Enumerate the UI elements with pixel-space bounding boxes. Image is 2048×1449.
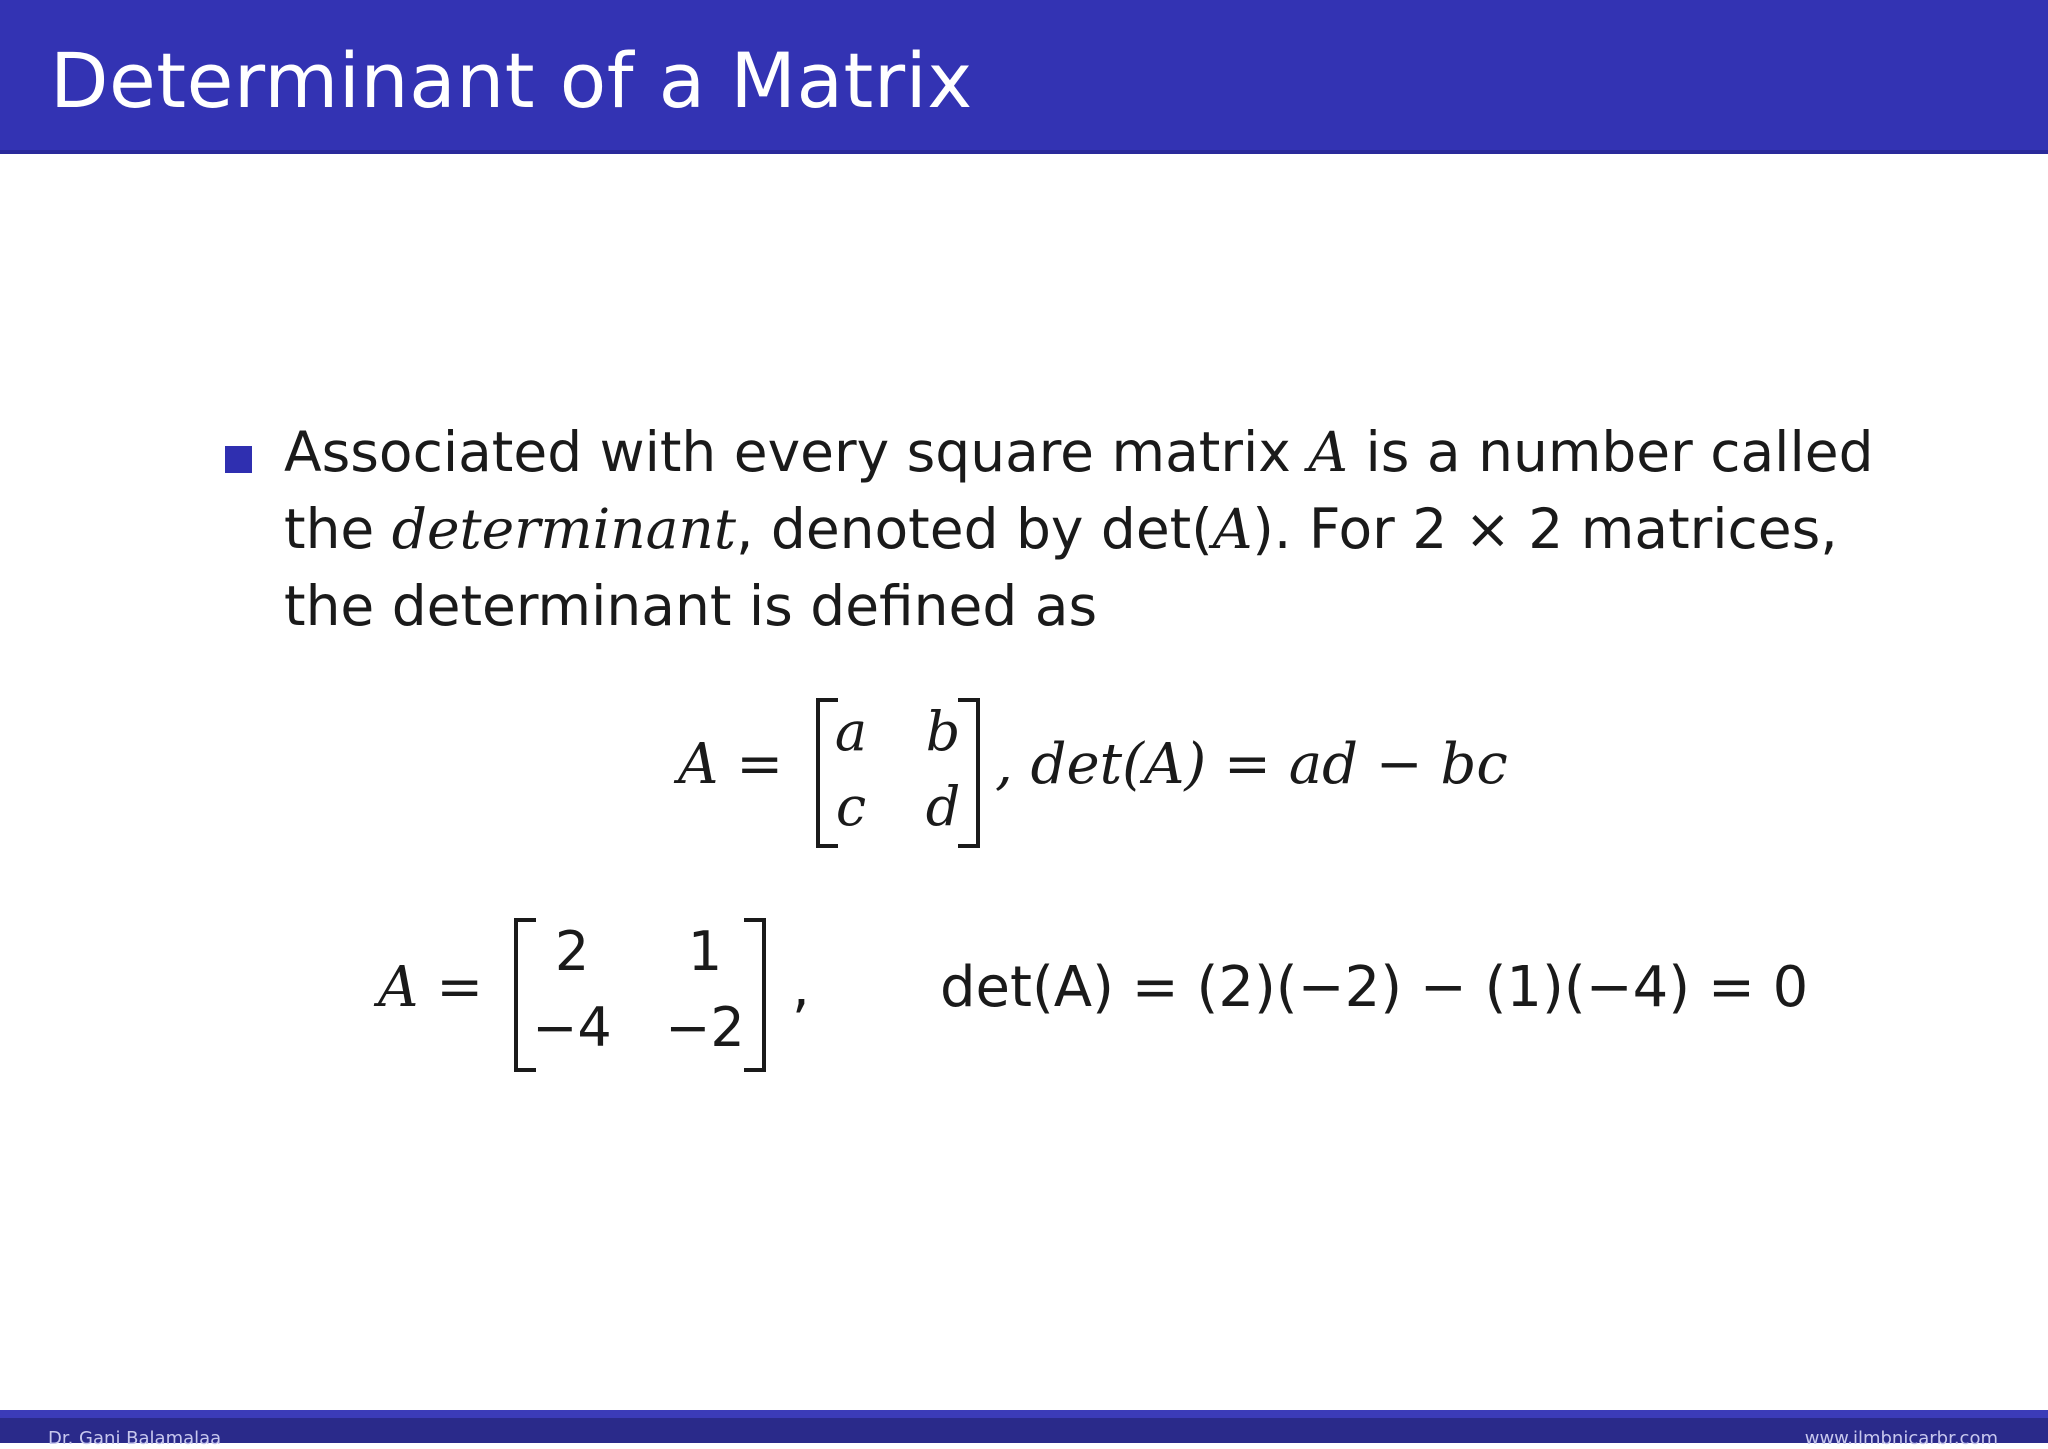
para-text-3: , denoted by det( (735, 497, 1213, 561)
example-cell-11: 2 (554, 920, 590, 983)
para-var-a: A (1308, 420, 1349, 484)
general-cell-b: b (925, 700, 961, 763)
footer-accent-line (0, 1410, 2048, 1418)
para-text-1: Associated with every square matrix (284, 420, 1309, 484)
para-text-4: ). For 2 × 2 matrices, the determinant is defined as (284, 497, 1838, 638)
example-right-bracket (744, 918, 766, 1072)
bullet-square-icon (225, 446, 252, 473)
general-cell-a: a (834, 700, 868, 763)
para-text-2: is a number called the (284, 420, 1874, 561)
para-term-determinant: determinant (391, 497, 736, 561)
slide-title-bar (0, 0, 2048, 154)
example-rhs: det(A) = (2)(−2) − (1)(−4) = 0 (940, 955, 1809, 1020)
general-right-bracket (958, 698, 980, 848)
general-lhs: A = (678, 732, 784, 797)
footer-author: Dr. Gani Balamalaa (48, 1428, 222, 1449)
footer-website: www.ilmbnicarbr.com (1804, 1428, 1998, 1449)
example-lhs: A = (378, 955, 484, 1020)
general-cell-d: d (925, 775, 961, 838)
example-cell-12: 1 (687, 920, 723, 983)
slide-footer-bar (0, 1418, 2048, 1443)
example-cell-22: −2 (665, 996, 745, 1059)
example-comma: , (792, 955, 810, 1020)
para-var-a2: A (1212, 497, 1253, 561)
general-cell-c: c (835, 775, 867, 838)
general-rhs: , det(A) = ad − bc (995, 732, 1508, 797)
definition-paragraph (284, 414, 1924, 645)
example-cell-21: −4 (532, 996, 612, 1059)
slide-title: Determinant of a Matrix (50, 36, 973, 125)
